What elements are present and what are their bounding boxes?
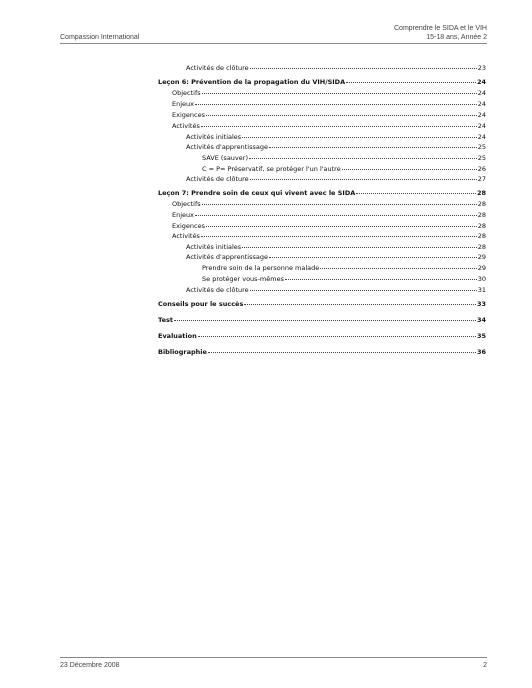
toc-entry[interactable] (158, 299, 486, 309)
toc-entry[interactable] (172, 110, 486, 120)
toc-dot-leader (201, 120, 477, 127)
toc-entry[interactable] (158, 188, 486, 198)
toc-dot-leader (174, 314, 476, 321)
toc-entry-page: 31 (477, 286, 486, 294)
toc-dot-leader (195, 209, 477, 216)
toc-entry[interactable] (172, 210, 486, 220)
toc-entry-title: Activités de clôture (186, 286, 249, 294)
toc-dot-leader (250, 173, 477, 180)
header-document-title (394, 24, 487, 42)
toc-entry-page: 28 (477, 200, 486, 208)
toc-entry-page: 33 (476, 300, 486, 308)
toc-entry[interactable] (202, 274, 486, 284)
toc-entry[interactable] (186, 285, 486, 295)
toc-entry-page: 29 (477, 253, 486, 261)
toc-entry[interactable] (186, 174, 486, 184)
toc-entry-page: 24 (477, 122, 486, 130)
toc-dot-leader (195, 98, 477, 105)
toc-entry[interactable] (172, 88, 486, 98)
toc-entry-page: 28 (477, 211, 486, 219)
toc-dot-leader (242, 131, 477, 138)
toc-entry-title: Activités de clôture (186, 175, 249, 183)
toc-entry[interactable] (158, 347, 486, 357)
toc-dot-leader (206, 220, 477, 227)
toc-entry-title: Activités d'apprentissage (186, 253, 268, 261)
toc-entry-page: 27 (477, 175, 486, 183)
toc-entry[interactable] (158, 331, 486, 341)
toc-entry-page: 23 (477, 64, 486, 72)
toc-entry-title: C = P= Préservatif, se protéger l'un l'autre (202, 165, 341, 173)
footer-date: 23 Décembre 2008 (60, 662, 120, 669)
toc-entry-page: 29 (477, 264, 486, 272)
toc-entry[interactable] (202, 263, 486, 273)
toc-entry-page: 24 (477, 89, 486, 97)
toc-entry-page: 36 (476, 348, 486, 356)
toc-entry-page: 24 (477, 100, 486, 108)
toc-entry-page: 25 (477, 143, 486, 151)
toc-entry-page: 28 (477, 222, 486, 230)
toc-entry-title: Test (158, 316, 173, 324)
toc-entry-title: Conseils pour le succès (158, 300, 244, 308)
toc-entry[interactable] (172, 231, 486, 241)
toc-entry-title: Activités initiales (186, 243, 242, 251)
toc-entry-page: 24 (476, 78, 486, 86)
toc-dot-leader (198, 330, 476, 337)
footer-rule (60, 657, 487, 658)
toc-entry-title: Objectifs (172, 89, 201, 97)
toc-dot-leader (269, 141, 477, 148)
footer-page-number: 2 (483, 662, 487, 669)
toc-entry-title: Activités de clôture (186, 64, 249, 72)
toc-entry[interactable] (158, 77, 486, 87)
toc-entry-title: Exigences (172, 222, 205, 230)
toc-entry-title: Exigences (172, 111, 205, 119)
toc-entry-title: Evaluation (158, 332, 197, 340)
toc-entry-page: 24 (477, 133, 486, 141)
toc-dot-leader (202, 87, 477, 94)
toc-dot-leader (320, 262, 476, 269)
toc-entry-page: 24 (477, 111, 486, 119)
toc-dot-leader (208, 346, 476, 353)
toc-entry-title: Enjeux (172, 211, 194, 219)
toc-entry-title: Objectifs (172, 200, 201, 208)
toc-dot-leader (346, 76, 476, 83)
toc-entry-page: 30 (477, 275, 486, 283)
toc-entry-title: Activités (172, 122, 200, 130)
toc-entry-page: 28 (476, 189, 486, 197)
toc-dot-leader (285, 273, 477, 280)
toc-entry-title: Se protéger vous-mêmes (202, 275, 284, 283)
toc-entry-title: Bibliographie (158, 348, 207, 356)
toc-entry-title: Activités (172, 232, 200, 240)
header-title-line-2: 15-18 ans, Année 2 (426, 34, 487, 41)
toc-dot-leader (342, 163, 477, 170)
toc-entry[interactable] (172, 199, 486, 209)
toc-dot-leader (206, 109, 477, 116)
toc-entry-page: 35 (476, 332, 486, 340)
toc-dot-leader (250, 284, 477, 291)
toc-entry-title: Enjeux (172, 100, 194, 108)
toc-dot-leader (202, 198, 477, 205)
toc-entry-title: SAVE (sauver) (202, 154, 248, 162)
toc-entry[interactable] (186, 63, 486, 73)
toc-dot-leader (249, 152, 477, 159)
toc-entry[interactable] (202, 153, 486, 163)
toc-dot-leader (356, 187, 476, 194)
toc-entry-page: 28 (477, 243, 486, 251)
toc-entry[interactable] (172, 121, 486, 131)
toc-dot-leader (269, 251, 477, 258)
toc-dot-leader (244, 298, 476, 305)
toc-dot-leader (201, 230, 477, 237)
toc-entry-page: 26 (477, 165, 486, 173)
toc-entry-page: 28 (477, 232, 486, 240)
toc-entry-page: 25 (477, 154, 486, 162)
toc-entry[interactable] (186, 142, 486, 152)
toc-entry-title: Activités d'apprentissage (186, 143, 268, 151)
toc-entry[interactable] (158, 315, 486, 325)
header-organization: Compassion International (60, 34, 140, 41)
toc-dot-leader (242, 241, 477, 248)
toc-entry[interactable] (172, 99, 486, 109)
toc-entry-title: Leçon 7: Prendre soin de ceux qui vivent avec le SIDA (158, 189, 356, 197)
header-title-line-1: Comprendre le SIDA et le VIH (394, 25, 487, 32)
toc-entry-page: 34 (476, 316, 486, 324)
toc-entry-title: Prendre soin de la personne malade (202, 264, 320, 272)
toc-entry-title: Activités initiales (186, 133, 242, 141)
toc-entry-title: Leçon 6: Prévention de la propagation du VIH/SIDA (158, 78, 346, 86)
header-rule (60, 43, 487, 44)
toc-entry[interactable] (186, 252, 486, 262)
toc-dot-leader (250, 62, 477, 69)
